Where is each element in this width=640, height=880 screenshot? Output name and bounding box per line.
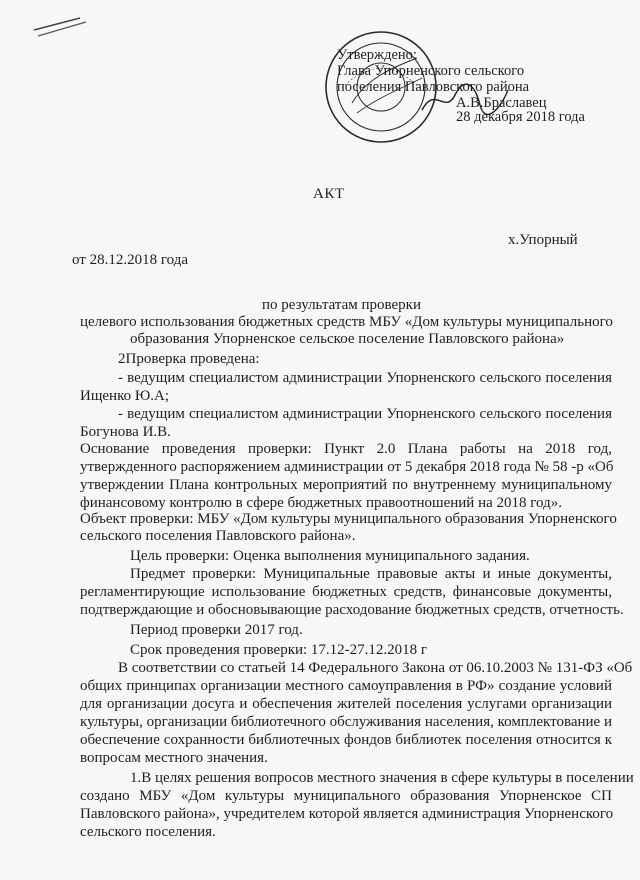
body-line: В соответствии со статьей 14 Федерального Закона от 06.10.2003 № 131-ФЗ «Об [118, 660, 633, 676]
body-line: Богунова И.В. [80, 424, 171, 440]
body-line: финансовому контролю в сфере бюджетных правоотношений на 2018 год». [80, 495, 562, 511]
body-line: утвержденного распоряжением администрации от 5 декабря 2018 года № 58 -р «Об [80, 459, 614, 475]
approval-name: А.В.Браславец [456, 95, 547, 111]
body-line: создано МБУ «Дом культуры муниципального образования Упорненское СП [80, 788, 612, 804]
body-line: вопросам местного значения. [80, 750, 268, 766]
body-line: 2Проверка проведена: [118, 351, 260, 367]
subject-line-2: целевого использования бюджетных средств МБУ «Дом культуры муниципального [80, 314, 613, 330]
subject-line-1: по результатам проверки [262, 297, 421, 313]
document-date: от 28.12.2018 года [72, 252, 188, 268]
approval-label: Утверждено: [337, 47, 417, 63]
body-line: Срок проведения проверки: 17.12-27.12.2018 г [130, 642, 428, 658]
pen-scribble [30, 10, 90, 40]
body-line: сельского поселения. [80, 824, 216, 840]
body-line: Ищенко Ю.А; [80, 388, 170, 404]
body-line: обеспечение сохранности библиотечных фондов библиотек поселения относится к [80, 732, 612, 748]
document-place: х.Упорный [508, 232, 578, 248]
body-line: - ведущим специалистом администрации Упорненского сельского поселения [118, 370, 612, 386]
body-line: общих принципах организации местного самоуправления в РФ» создание условий [80, 678, 612, 694]
body-line: 1.В целях решения вопросов местного значения в сфере культуры в поселении [130, 770, 634, 786]
approval-date: 28 декабря 2018 года [456, 109, 585, 125]
body-line: регламентирующие использование бюджетных средств, финансовые документы, [80, 584, 612, 600]
body-line: Павловского района», учредителем которой является администрация Упорненского [80, 806, 614, 822]
subject-line-3: образования Упорненское сельское поселение Павловского района» [130, 331, 565, 347]
body-line: - ведущим специалистом администрации Упорненского сельского поселения [118, 406, 612, 422]
approval-settlement: поселения Павловского района [337, 79, 530, 95]
body-line: Период проверки 2017 год. [130, 622, 303, 638]
body-line: сельского поселения Павловского района». [80, 528, 356, 544]
body-line: Объект проверки: МБУ «Дом культуры муниципального образования Упорненского [80, 511, 617, 527]
body-line: подтверждающие и обосновывающие расходование бюджетных средств, отчетность. [80, 602, 624, 618]
body-line: культуры, организации библиотечного обслуживания населения, комплектование и [80, 714, 612, 730]
body-line: Основание проведения проверки: Пункт 2.0 Плана работы на 2018 год, [80, 441, 612, 457]
body-line: Цель проверки: Оценка выполнения муниципального задания. [130, 548, 530, 564]
body-line: утверждении Плана контрольных мероприятий по внутреннему муниципальному [80, 477, 612, 493]
document-title: АКТ [313, 186, 345, 202]
body-line: для организации досуга и обеспечения жителей поселения услугами организации [80, 696, 612, 712]
approval-position: Глава Упорненского сельского [337, 63, 525, 79]
body-line: Предмет проверки: Муниципальные правовые акты и иные документы, [130, 566, 612, 582]
